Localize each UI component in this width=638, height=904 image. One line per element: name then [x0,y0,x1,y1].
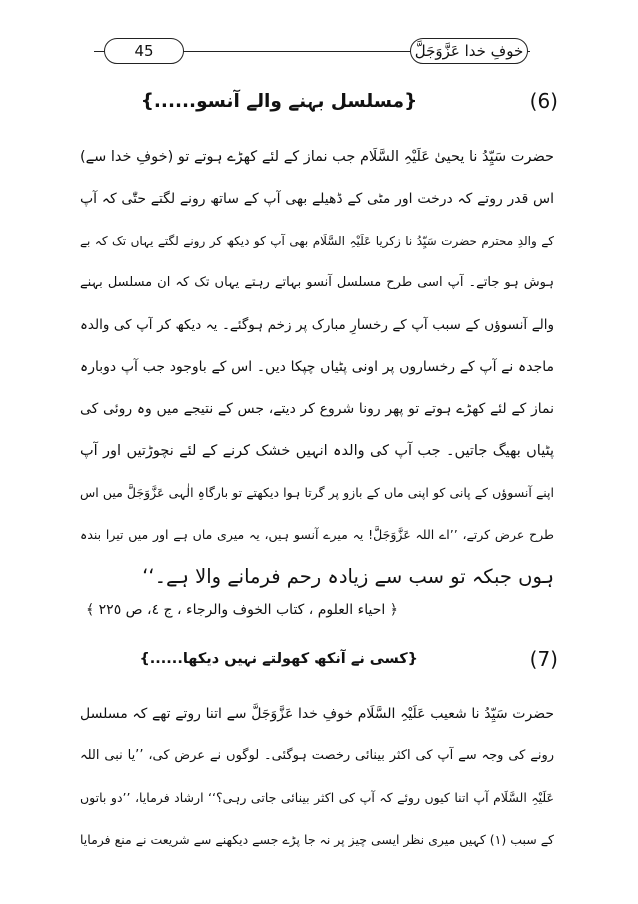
page-number-badge [104,38,184,64]
section-title: {مسلسل بہنے والے آنسو......} [140,90,418,112]
paragraph-line: پٹیاں بھیگ جاتیں۔ جب آپ کی والدہ انہیں خشک کرنے کے لئے نچوڑتیں اور آپ [80,443,554,459]
paragraph-line: اپنے آنسوؤں کے پانی کو اپنی ماں کے بازو پر گرتا ہوا دیکھتے تو بارگاہِ الٰہی عَزَّوَجَلَّ میں اس [80,485,554,500]
paragraph-line: کے والدِ محترم حضرت سَیِّدُ نا زکریا عَلَیْہِ السَّلَام بھی آپ کو دیکھ کر رونے لگتے یہاں تک کہ بے [80,234,554,248]
section-number: (7) [529,647,558,671]
paragraph-line: ہوش ہو جاتے۔ آپ اسی طرح مسلسل آنسو بہاتے رہتے یہاں تک کہ ان مسلسل بہنے [80,275,554,290]
paragraph-line: عَلَیْہِ السَّلَام آپ اتنا کیوں روئے کہ آپ کی اکثر بینائی جاتی رہی؟‘‘ ارشاد فرمایا، ’’دو باتوں [80,790,554,805]
citation: ﴿ احیاء العلوم ، کتاب الخوف والرجاء ، ج ٤، ص ٢٢٥ ﴾ [86,602,398,618]
page-number: 45 [134,42,154,60]
section-title: {کسی نے آنکھ کھولتے نہیں دیکھا......} [139,651,418,667]
section-number: (6) [529,89,558,113]
paragraph-line: کے سبب (۱) کہیں میری نظر ایسی چیز پر نہ جا پڑے جسے دیکھنے سے شریعت نے منع فرمایا [79,832,554,847]
section-heading-7 [80,636,558,682]
paragraph-line: ماجدہ نے آپ کے رخساروں پر اونی پٹیاں چپکا دیں۔ اس کے باوجود جب آپ دوبارہ [80,359,554,375]
paragraph-line: رونے کی وجہ سے آپ کی اکثر بینائی رخصت ہوگئی۔ لوگوں نے عرض کی، ’’یا نبی اللہ [80,748,554,763]
paragraph-line: اس قدر روتے کہ درخت اور مٹی کے ڈھیلے بھی آپ کے ساتھ رونے لگتے حتّٰی کہ آپ [80,191,554,207]
paragraph-line: والے آنسوؤں کے سبب آپ کے رخسارِ مبارک پر زخم ہوگئے۔ یہ دیکھ کر آپ کی والدہ [80,317,554,333]
paragraph-line: حضرت سَیِّدُ نا یحییٰ عَلَیْہِ السَّلَام جب نماز کے لئے کھڑے ہوتے تو (خوفِ خدا سے) [79,149,554,165]
book-title-badge [410,38,528,64]
paragraph-line: حضرت سَیِّدُ نا شعیب عَلَیْہِ السَّلَام خوفِ خدا عَزَّوَجَلَّ سے اتنا روتے تھے کہ مسلسل [80,706,554,722]
paragraph-line: ہوں جبکہ تو سب سے زیادہ رحم فرمانے والا ہے۔‘‘ [142,565,554,588]
section-heading-6 [80,78,558,124]
paragraph-line: طرح عرض کرتے، ’’اے اللہ عَزَّوَجَلَّ! یہ میرے آنسو ہیں، یہ میری ماں ہے اور میں تیرا بندہ [80,527,554,542]
paragraph-line: نماز کے لئے کھڑے ہوتے تو پھر رونا شروع کر دیتے، جس کے نتیجے میں وہ روئی کی [80,401,554,417]
book-title: خوفِ خدا عَزَّوَجَلَّ [414,42,524,60]
